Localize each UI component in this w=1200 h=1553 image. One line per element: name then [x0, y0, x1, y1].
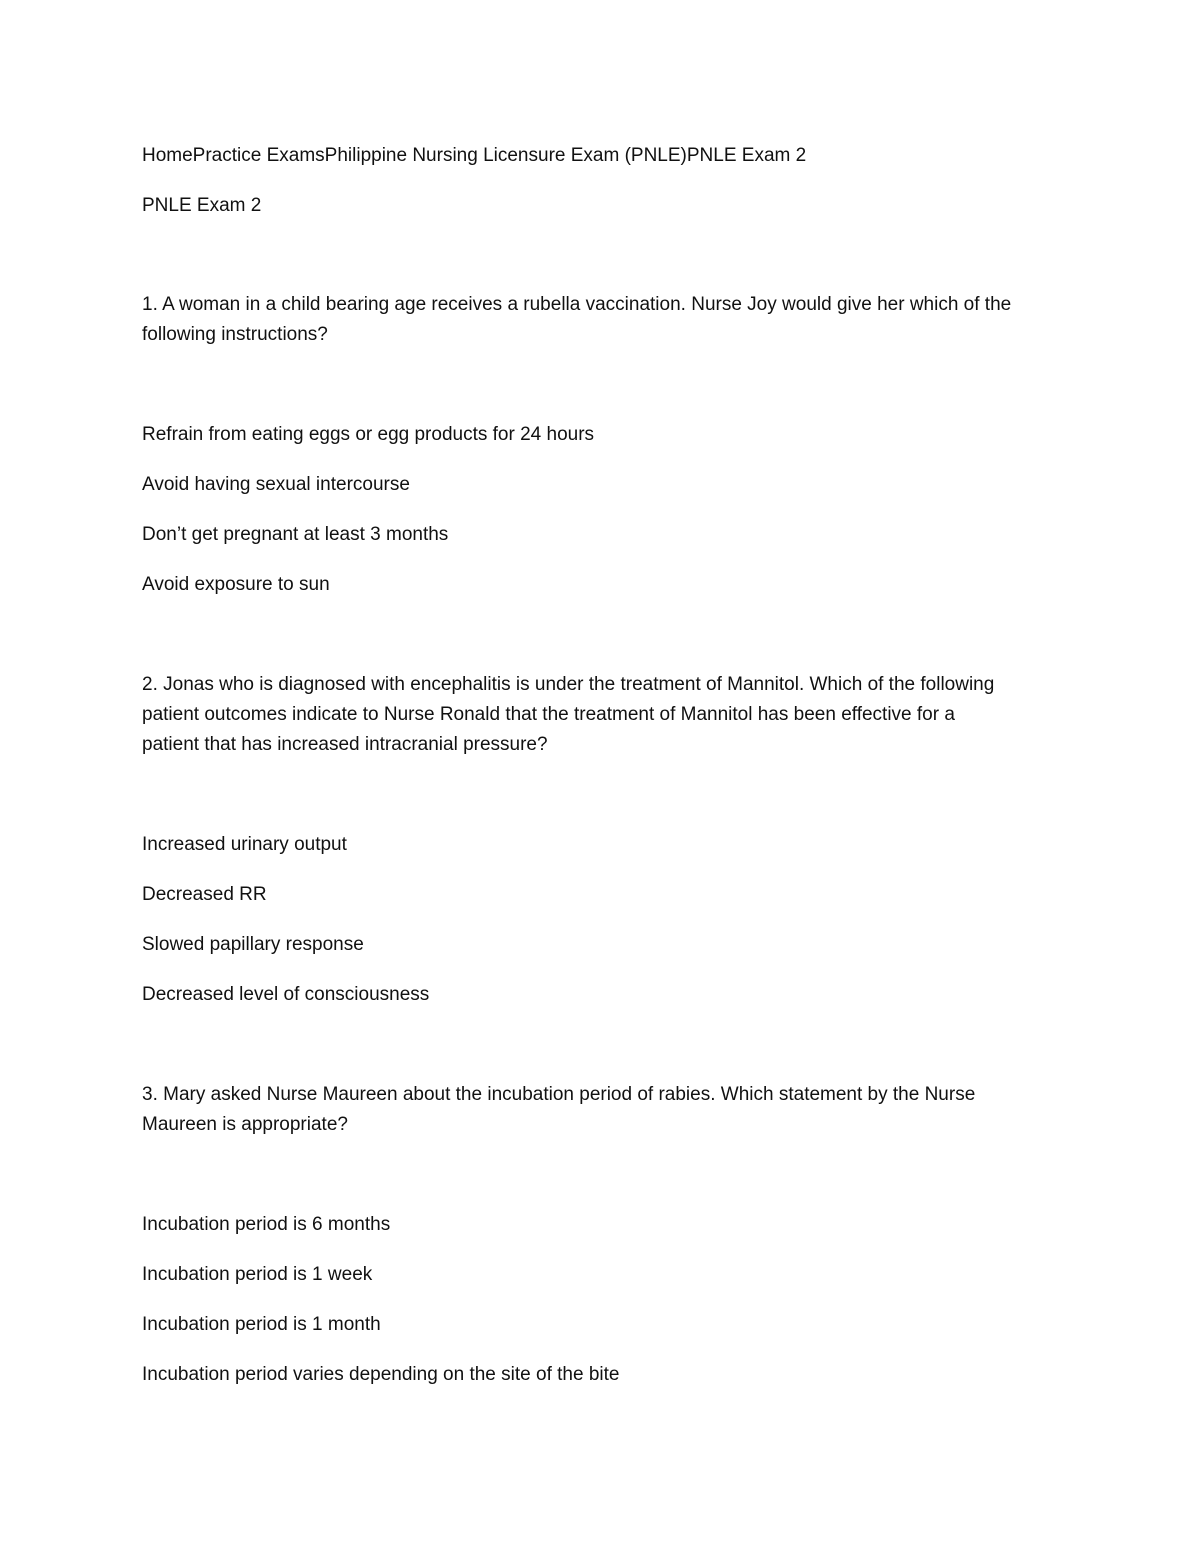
question-2-option-c: Slowed papillary response	[142, 934, 364, 955]
question-1-stem-line-1: 1. A woman in a child bearing age receives a rubella vaccination. Nurse Joy would give her which of the	[142, 294, 1012, 315]
question-2-stem-line-2: patient outcomes indicate to Nurse Ronald that the treatment of Mannitol has been effective for a	[142, 704, 955, 725]
question-3-option-c: Incubation period is 1 month	[142, 1314, 381, 1335]
question-1-option-c: Don’t get pregnant at least 3 months	[142, 524, 449, 545]
question-2-stem-line-3: patient that has increased intracranial pressure?	[142, 734, 548, 755]
question-1-option-d: Avoid exposure to sun	[142, 574, 330, 595]
question-3-stem-line-1: 3. Mary asked Nurse Maureen about the incubation period of rabies. Which statement by the Nurse	[142, 1084, 976, 1105]
question-1-option-a: Refrain from eating eggs or egg products for 24 hours	[142, 424, 595, 445]
question-1-stem-line-2: following instructions?	[142, 324, 328, 345]
question-2-option-d: Decreased level of consciousness	[142, 984, 430, 1005]
breadcrumb: HomePractice ExamsPhilippine Nursing Licensure Exam (PNLE)PNLE Exam 2	[142, 145, 807, 166]
question-1-option-b: Avoid having sexual intercourse	[142, 474, 410, 495]
question-2-option-b: Decreased RR	[142, 884, 267, 905]
page-title: PNLE Exam 2	[142, 195, 262, 216]
question-3-stem-line-2: Maureen is appropriate?	[142, 1114, 348, 1135]
question-2-option-a: Increased urinary output	[142, 834, 347, 855]
question-3-option-a: Incubation period is 6 months	[142, 1214, 391, 1235]
question-2-stem-line-1: 2. Jonas who is diagnosed with encephalitis is under the treatment of Mannitol. Which of the following	[142, 674, 995, 695]
question-3-option-b: Incubation period is 1 week	[142, 1264, 373, 1285]
question-3-option-d: Incubation period varies depending on the site of the bite	[142, 1364, 620, 1385]
